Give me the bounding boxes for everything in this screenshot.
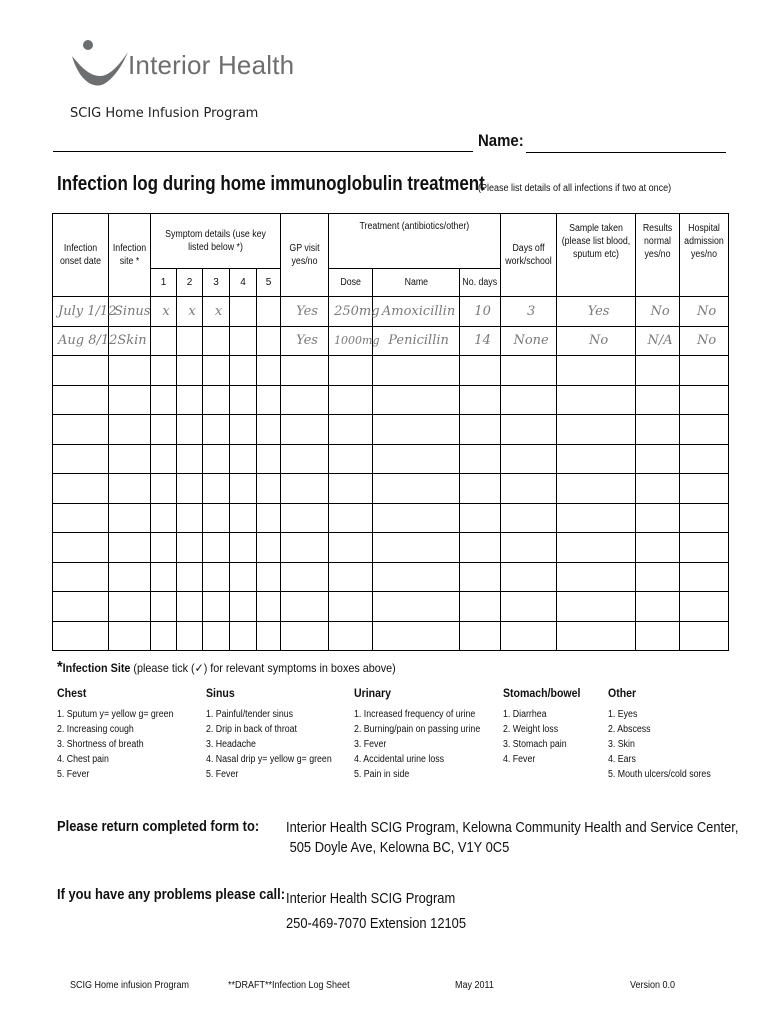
- log-cell[interactable]: [636, 385, 680, 415]
- log-cell[interactable]: [680, 503, 729, 533]
- key-item: 1. Diarrhea: [503, 709, 547, 720]
- log-cell[interactable]: [177, 503, 203, 533]
- log-cell[interactable]: [230, 592, 257, 622]
- log-cell[interactable]: [109, 415, 151, 445]
- form-title: Infection log during home immunoglobulin treatment: [57, 173, 485, 195]
- log-cell[interactable]: [151, 444, 177, 474]
- log-cell[interactable]: [257, 562, 281, 592]
- log-cell[interactable]: [501, 562, 557, 592]
- log-row: [53, 326, 729, 356]
- key-item: 2. Burning/pain on passing urine: [354, 724, 481, 735]
- log-cell[interactable]: [177, 621, 203, 651]
- log-cell[interactable]: [203, 533, 230, 563]
- log-cell[interactable]: [151, 621, 177, 651]
- header-symptom-5: 5: [257, 269, 281, 297]
- log-cell[interactable]: [680, 444, 729, 474]
- log-cell[interactable]: [329, 356, 373, 386]
- return-label: Please return completed form to:: [57, 818, 260, 835]
- log-cell[interactable]: [680, 562, 729, 592]
- key-item: 4. Accidental urine loss: [354, 754, 445, 765]
- key-item: 3. Shortness of breath: [57, 739, 144, 750]
- log-cell[interactable]: [636, 474, 680, 504]
- header-symptom-4: 4: [230, 269, 257, 297]
- log-cell[interactable]: [257, 444, 281, 474]
- log-row: [53, 444, 729, 474]
- name-label: Name:: [478, 131, 524, 150]
- log-cell[interactable]: [203, 621, 230, 651]
- log-cell[interactable]: [177, 326, 203, 356]
- log-cell[interactable]: [501, 444, 557, 474]
- log-cell[interactable]: [151, 503, 177, 533]
- log-cell[interactable]: [636, 621, 680, 651]
- log-cell[interactable]: [501, 356, 557, 386]
- log-cell[interactable]: [329, 444, 373, 474]
- log-cell[interactable]: 14: [460, 326, 501, 356]
- program-label: SCIG Home Infusion Program: [70, 106, 259, 121]
- log-cell[interactable]: [203, 444, 230, 474]
- log-row: [53, 562, 729, 592]
- log-cell[interactable]: [329, 415, 373, 445]
- log-row: [53, 385, 729, 415]
- log-row: [53, 474, 729, 504]
- footer-program: SCIG Home infusion Program: [70, 980, 190, 991]
- log-cell[interactable]: [151, 415, 177, 445]
- log-cell[interactable]: [460, 533, 501, 563]
- log-cell[interactable]: [557, 592, 636, 622]
- log-cell[interactable]: [636, 503, 680, 533]
- log-cell[interactable]: [151, 356, 177, 386]
- infection-site-key-title: *Infection Site (please tick (✓) for relevant symptoms in boxes above): [57, 659, 396, 676]
- header-sample-taken: Sample taken (please list blood, sputum etc): [557, 214, 636, 297]
- log-cell[interactable]: 10: [460, 297, 501, 327]
- log-cell[interactable]: [557, 533, 636, 563]
- title-note: (Please list details of all infections if two at once): [478, 183, 672, 194]
- log-cell[interactable]: [151, 533, 177, 563]
- log-cell[interactable]: [281, 474, 329, 504]
- log-cell[interactable]: [557, 503, 636, 533]
- log-cell[interactable]: [151, 562, 177, 592]
- return-address-line: 505 Doyle Ave, Kelowna BC, V1Y 0C5: [286, 839, 510, 856]
- log-row: [53, 503, 729, 533]
- header-hospital: Hospital admission yes/no: [680, 214, 729, 297]
- log-cell[interactable]: [230, 356, 257, 386]
- log-cell[interactable]: [203, 562, 230, 592]
- log-cell[interactable]: [373, 592, 460, 622]
- log-cell[interactable]: [329, 621, 373, 651]
- log-cell[interactable]: [151, 474, 177, 504]
- log-cell[interactable]: [230, 533, 257, 563]
- log-row: [53, 415, 729, 445]
- log-cell[interactable]: [373, 415, 460, 445]
- header-gp-visit: GP visit yes/no: [281, 214, 329, 297]
- log-cell[interactable]: [373, 562, 460, 592]
- log-cell[interactable]: [501, 385, 557, 415]
- log-cell[interactable]: [460, 621, 501, 651]
- log-cell[interactable]: [177, 592, 203, 622]
- log-cell[interactable]: [460, 356, 501, 386]
- log-cell[interactable]: [257, 415, 281, 445]
- key-item: 3. Fever: [354, 739, 387, 750]
- log-cell[interactable]: [230, 385, 257, 415]
- call-phone: 250-469-7070 Extension 12105: [286, 915, 467, 932]
- log-cell[interactable]: Yes: [281, 297, 329, 327]
- log-cell[interactable]: No: [557, 326, 636, 356]
- log-cell[interactable]: [109, 562, 151, 592]
- log-cell[interactable]: [501, 503, 557, 533]
- log-cell[interactable]: [501, 474, 557, 504]
- key-item: 5. Pain in side: [354, 769, 410, 780]
- log-cell[interactable]: Amoxicillin: [373, 297, 460, 327]
- footer-date: May 2011: [455, 980, 494, 991]
- log-cell[interactable]: [460, 385, 501, 415]
- log-cell[interactable]: [636, 415, 680, 445]
- logo-head: [83, 40, 93, 50]
- log-cell[interactable]: [109, 503, 151, 533]
- log-cell[interactable]: [53, 356, 109, 386]
- log-cell[interactable]: x: [177, 297, 203, 327]
- log-cell[interactable]: [680, 533, 729, 563]
- log-cell[interactable]: [281, 533, 329, 563]
- log-cell[interactable]: [177, 444, 203, 474]
- log-cell[interactable]: [203, 356, 230, 386]
- log-cell[interactable]: [53, 474, 109, 504]
- log-cell[interactable]: [53, 415, 109, 445]
- log-cell[interactable]: [177, 356, 203, 386]
- log-cell[interactable]: [257, 326, 281, 356]
- log-cell[interactable]: [151, 592, 177, 622]
- log-cell[interactable]: [109, 621, 151, 651]
- log-cell[interactable]: [373, 356, 460, 386]
- log-cell[interactable]: [53, 533, 109, 563]
- log-cell[interactable]: [230, 474, 257, 504]
- log-cell[interactable]: No: [680, 326, 729, 356]
- log-cell[interactable]: [281, 444, 329, 474]
- key-item: 5. Mouth ulcers/cold sores: [608, 769, 711, 780]
- key-heading: Sinus: [206, 686, 235, 700]
- log-cell[interactable]: [636, 356, 680, 386]
- log-cell[interactable]: [329, 503, 373, 533]
- log-cell[interactable]: [230, 297, 257, 327]
- header-infection-site: Infection site *: [109, 214, 151, 297]
- log-cell[interactable]: [257, 503, 281, 533]
- log-cell[interactable]: [636, 533, 680, 563]
- log-cell[interactable]: [373, 385, 460, 415]
- log-cell[interactable]: [109, 385, 151, 415]
- log-cell[interactable]: [281, 503, 329, 533]
- log-cell[interactable]: [109, 444, 151, 474]
- log-cell[interactable]: [373, 474, 460, 504]
- log-cell[interactable]: 3: [501, 297, 557, 327]
- header-results: Results normal yes/no: [636, 214, 680, 297]
- log-cell[interactable]: N/A: [636, 326, 680, 356]
- call-label: If you have any problems please call:: [57, 886, 285, 903]
- log-cell[interactable]: [177, 533, 203, 563]
- key-column-chest: [57, 686, 189, 782]
- key-item: 1. Sputum y= yellow g= green: [57, 709, 174, 720]
- key-item: 4. Chest pain: [57, 754, 109, 765]
- log-cell[interactable]: [329, 533, 373, 563]
- log-cell[interactable]: [373, 503, 460, 533]
- log-cell[interactable]: [257, 356, 281, 386]
- log-row: [53, 356, 729, 386]
- log-cell[interactable]: [281, 592, 329, 622]
- key-item: 2. Drip in back of throat: [206, 724, 297, 735]
- key-item: 3. Headache: [206, 739, 256, 750]
- log-cell[interactable]: [329, 562, 373, 592]
- log-cell[interactable]: [53, 562, 109, 592]
- log-cell[interactable]: [557, 415, 636, 445]
- log-cell[interactable]: [636, 562, 680, 592]
- name-field[interactable]: [526, 152, 726, 153]
- log-cell[interactable]: [257, 592, 281, 622]
- log-cell[interactable]: [177, 562, 203, 592]
- key-column-urinary: [354, 686, 497, 782]
- log-cell[interactable]: [680, 415, 729, 445]
- log-cell[interactable]: Penicillin: [373, 326, 460, 356]
- log-cell[interactable]: [557, 444, 636, 474]
- header-rule: [53, 151, 473, 152]
- log-cell[interactable]: [203, 592, 230, 622]
- log-cell[interactable]: Yes: [281, 326, 329, 356]
- log-cell[interactable]: [501, 533, 557, 563]
- header-symptom-2: 2: [177, 269, 203, 297]
- log-cell[interactable]: [460, 503, 501, 533]
- log-cell[interactable]: [281, 415, 329, 445]
- log-cell[interactable]: [373, 621, 460, 651]
- header-days-off: Days off work/school: [501, 214, 557, 297]
- header-treatment: Treatment (antibiotics/other): [329, 214, 501, 269]
- log-cell[interactable]: [557, 621, 636, 651]
- log-cell[interactable]: [460, 592, 501, 622]
- log-cell[interactable]: [460, 415, 501, 445]
- brand-name: Interior Health: [128, 50, 295, 80]
- call-info: [286, 886, 466, 936]
- log-cell[interactable]: [53, 592, 109, 622]
- log-cell[interactable]: [230, 503, 257, 533]
- return-address-line: Interior Health SCIG Program, Kelowna Community Health and Service Center,: [286, 819, 739, 836]
- header-no-days: No. days: [460, 269, 501, 297]
- key-item: 2. Abscess: [608, 724, 651, 735]
- log-cell[interactable]: Aug 8/12: [53, 326, 109, 356]
- key-item: 3. Skin: [608, 739, 635, 750]
- logo-swoosh: [72, 52, 128, 86]
- log-cell[interactable]: [281, 562, 329, 592]
- log-cell[interactable]: [460, 474, 501, 504]
- log-cell[interactable]: [203, 474, 230, 504]
- log-cell[interactable]: [281, 385, 329, 415]
- log-cell[interactable]: [680, 621, 729, 651]
- log-cell[interactable]: No: [680, 297, 729, 327]
- log-cell[interactable]: [109, 592, 151, 622]
- key-item: 5. Fever: [206, 769, 239, 780]
- key-column-sinus: [206, 686, 349, 782]
- log-cell[interactable]: Skin: [109, 326, 151, 356]
- log-cell[interactable]: [203, 385, 230, 415]
- log-cell[interactable]: [257, 474, 281, 504]
- log-cell[interactable]: [557, 385, 636, 415]
- log-cell[interactable]: [230, 326, 257, 356]
- key-heading: Stomach/bowel: [503, 686, 581, 700]
- log-cell[interactable]: [373, 533, 460, 563]
- log-cell[interactable]: [281, 621, 329, 651]
- log-cell[interactable]: None: [501, 326, 557, 356]
- key-item: 2. Weight loss: [503, 724, 559, 735]
- key-heading: Other: [608, 686, 637, 700]
- log-cell[interactable]: [53, 621, 109, 651]
- key-item: 5. Fever: [57, 769, 90, 780]
- log-cell[interactable]: [281, 356, 329, 386]
- header-symptom-1: 1: [151, 269, 177, 297]
- key-heading: Chest: [57, 686, 87, 700]
- key-item: 1. Eyes: [608, 709, 638, 720]
- call-program: Interior Health SCIG Program: [286, 890, 456, 907]
- log-cell[interactable]: [151, 385, 177, 415]
- log-row: [53, 621, 729, 651]
- log-cell[interactable]: [109, 474, 151, 504]
- footer-sheet-title: **DRAFT**Infection Log Sheet: [228, 980, 350, 991]
- log-cell[interactable]: [501, 592, 557, 622]
- log-cell[interactable]: [177, 385, 203, 415]
- log-cell[interactable]: [257, 297, 281, 327]
- log-row: [53, 297, 729, 327]
- log-cell[interactable]: [680, 356, 729, 386]
- log-cell[interactable]: [501, 621, 557, 651]
- log-cell[interactable]: [203, 415, 230, 445]
- log-cell[interactable]: [230, 621, 257, 651]
- log-cell[interactable]: [636, 444, 680, 474]
- log-cell[interactable]: [329, 385, 373, 415]
- header-symptom-3: 3: [203, 269, 230, 297]
- log-cell[interactable]: [680, 385, 729, 415]
- log-cell[interactable]: [557, 474, 636, 504]
- log-cell[interactable]: [177, 474, 203, 504]
- log-cell[interactable]: Sinus: [109, 297, 151, 327]
- log-cell[interactable]: [109, 356, 151, 386]
- key-item: 4. Fever: [503, 754, 536, 765]
- log-cell[interactable]: [53, 444, 109, 474]
- key-item: 2. Increasing cough: [57, 724, 134, 735]
- log-cell[interactable]: [680, 474, 729, 504]
- log-cell[interactable]: [329, 592, 373, 622]
- log-cell[interactable]: [230, 415, 257, 445]
- log-cell[interactable]: [177, 415, 203, 445]
- key-column-stomach-bowel: [503, 686, 591, 767]
- log-cell[interactable]: [109, 533, 151, 563]
- log-cell[interactable]: [257, 385, 281, 415]
- log-row: [53, 533, 729, 563]
- log-cell[interactable]: [230, 444, 257, 474]
- log-cell[interactable]: Yes: [557, 297, 636, 327]
- header-drug-name: Name: [373, 269, 460, 297]
- log-cell[interactable]: 1000mg: [329, 326, 373, 356]
- log-cell[interactable]: [501, 415, 557, 445]
- log-cell[interactable]: [460, 562, 501, 592]
- log-cell[interactable]: [329, 474, 373, 504]
- log-cell[interactable]: [151, 326, 177, 356]
- log-cell[interactable]: [53, 385, 109, 415]
- log-cell[interactable]: [557, 562, 636, 592]
- log-cell[interactable]: [230, 562, 257, 592]
- log-cell[interactable]: [203, 326, 230, 356]
- key-item: 1. Increased frequency of urine: [354, 709, 476, 720]
- log-cell[interactable]: [53, 503, 109, 533]
- log-cell[interactable]: x: [151, 297, 177, 327]
- return-address: [286, 818, 738, 858]
- log-cell[interactable]: [203, 503, 230, 533]
- log-cell[interactable]: No: [636, 297, 680, 327]
- log-cell[interactable]: [257, 621, 281, 651]
- header-symptom-details: Symptom details (use key listed below *): [151, 214, 281, 269]
- key-item: 1. Painful/tender sinus: [206, 709, 294, 720]
- header-onset-date: Infection onset date: [53, 214, 109, 297]
- log-cell[interactable]: x: [203, 297, 230, 327]
- log-cell[interactable]: July 1/12: [53, 297, 109, 327]
- log-cell[interactable]: [557, 356, 636, 386]
- key-item: 4. Ears: [608, 754, 636, 765]
- footer-version: Version 0.0: [630, 980, 676, 991]
- key-heading: Urinary: [354, 686, 391, 700]
- header-dose: Dose: [329, 269, 373, 297]
- log-cell[interactable]: [636, 592, 680, 622]
- key-item: 3. Stomach pain: [503, 739, 567, 750]
- log-cell[interactable]: [257, 533, 281, 563]
- log-cell[interactable]: [373, 444, 460, 474]
- log-cell[interactable]: [680, 592, 729, 622]
- infection-log-table: [52, 213, 729, 651]
- log-cell[interactable]: [460, 444, 501, 474]
- log-cell[interactable]: 250mg: [329, 297, 373, 327]
- key-column-other: [608, 686, 725, 782]
- key-item: 4. Nasal drip y= yellow g= green: [206, 754, 332, 765]
- log-row: [53, 592, 729, 622]
